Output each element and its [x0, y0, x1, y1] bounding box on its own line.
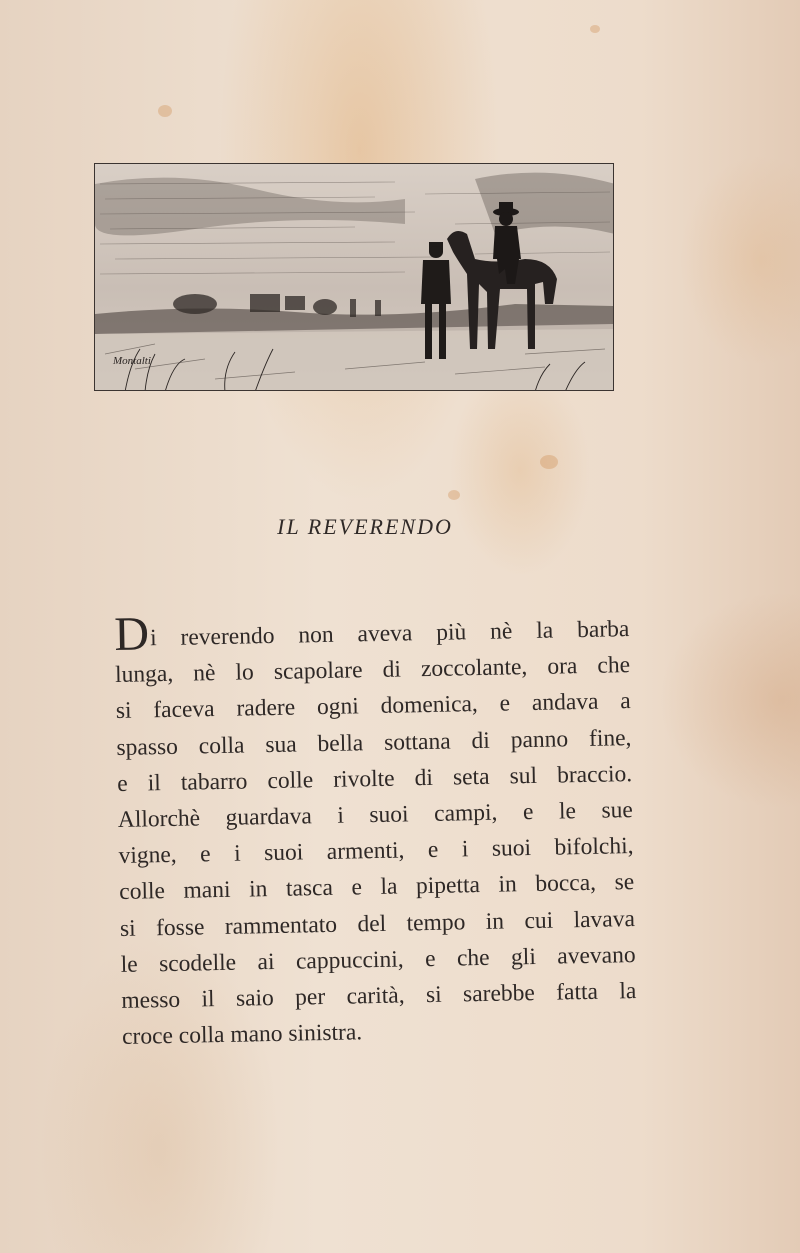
- engraving-illustration: [94, 163, 614, 391]
- text-line-7: vigne, e i suoi armenti, e i suoi bifolchi,: [118, 833, 634, 870]
- text-line-12: croce colla mano sinistra.: [121, 1019, 363, 1051]
- text-line-9: si fosse rammentato del tempo in cui lavava: [119, 905, 636, 942]
- foxing-stain: [448, 490, 460, 500]
- text-line-8: colle mani in tasca e la pipetta in bocca, se: [119, 869, 635, 906]
- text-line-2: lunga, nè lo scapolare di zoccolante, ora che: [114, 652, 631, 689]
- artist-signature: Montalti: [113, 355, 151, 367]
- text-line-6: Allorchè guardava i suoi campi, e le sue: [117, 797, 634, 833]
- text-line-1: Di reverendo non aveva più nè la barba: [113, 607, 630, 661]
- foxing-stain: [540, 455, 558, 469]
- chapter-title: IL REVERENDO: [277, 514, 453, 539]
- text-line-3: si faceva radere ogni domenica, e andava a: [115, 688, 631, 725]
- drop-cap: D: [113, 607, 150, 661]
- chapter-body-text: [114, 607, 637, 1055]
- engraving-horseman-landscape-icon: [95, 164, 614, 391]
- foxing-stain: [158, 105, 172, 117]
- foxing-stain: [590, 25, 600, 33]
- text-line-5: e il tabarro colle rivolte di seta sul braccio.: [116, 760, 633, 797]
- text-line-10: le scodelle ai cappuccini, e che gli avevano: [120, 941, 636, 978]
- text-line-4: spasso colla sua bella sottana di panno fine,: [116, 724, 632, 761]
- text-line-11: messo il saio per carità, si sarebbe fatta la: [121, 978, 637, 1014]
